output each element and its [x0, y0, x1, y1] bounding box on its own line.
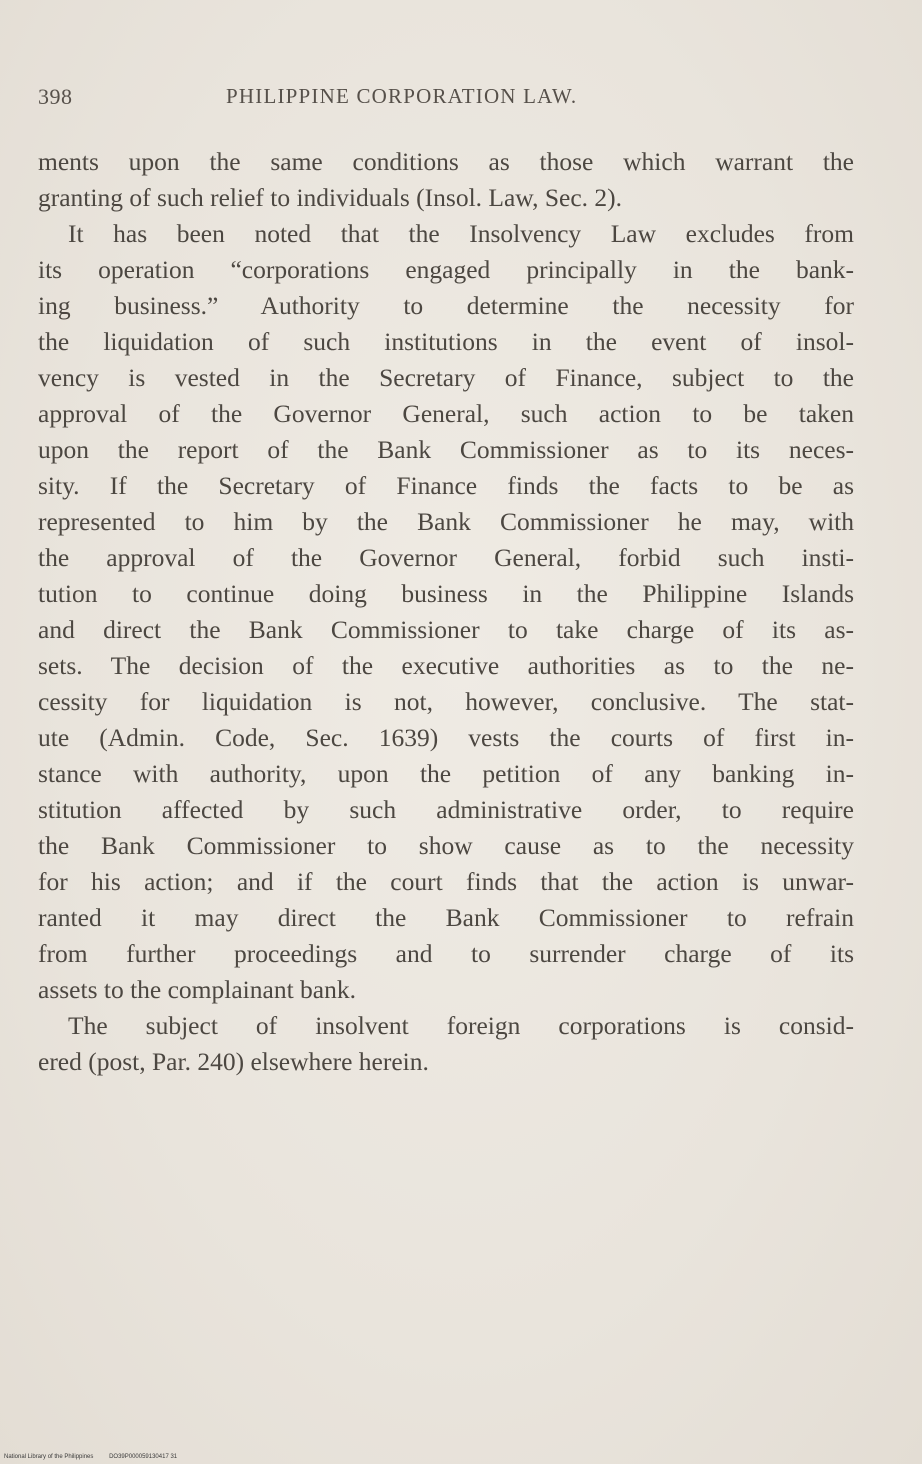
- paragraph-banking-liquidation: [38, 216, 854, 1008]
- text-line: assets to the complainant bank.: [38, 975, 356, 1004]
- text-line: upon the report of the Bank Commissioner as to its neces-: [38, 435, 854, 464]
- text-line: from further proceedings and to surrender charge of its: [38, 939, 854, 968]
- text-line: ranted it may direct the Bank Commissioner to refrain: [38, 903, 854, 932]
- text-line: approval of the Governor General, such action to be taken: [38, 399, 854, 428]
- text-line: ments upon the same conditions as those which warrant the: [38, 147, 854, 176]
- scan-footer-stamp: [4, 1454, 177, 1460]
- text-line: the Bank Commissioner to show cause as to the necessity: [38, 831, 854, 860]
- text-line: ered (post, Par. 240) elsewhere herein.: [38, 1047, 429, 1076]
- paragraph-foreign-corporations: [38, 1008, 854, 1080]
- paragraph-continuation: [38, 144, 854, 216]
- page-header: [38, 84, 854, 118]
- text-line: the liquidation of such institutions in the event of insol-: [38, 327, 854, 356]
- text-line: granting of such relief to individuals (Insol. Law, Sec. 2).: [38, 183, 622, 212]
- text-line: represented to him by the Bank Commissioner he may, with: [38, 507, 854, 536]
- page-number: 398: [38, 84, 73, 109]
- text-line: sets. The decision of the executive authorities as to the ne-: [38, 651, 854, 680]
- text-line: ute (Admin. Code, Sec. 1639) vests the courts of first in-: [38, 723, 854, 752]
- text-line: sity. If the Secretary of Finance finds the facts to be as: [38, 471, 854, 500]
- text-line: vency is vested in the Secretary of Finance, subject to the: [38, 363, 854, 392]
- body-text: [38, 144, 854, 1080]
- running-title: PHILIPPINE CORPORATION LAW.: [226, 84, 578, 108]
- text-line: stance with authority, upon the petition of any banking in-: [38, 759, 854, 788]
- text-line: ing business.” Authority to determine the necessity for: [38, 291, 854, 320]
- text-line: the approval of the Governor General, forbid such insti-: [38, 543, 854, 572]
- library-name: National Library of the Philippines: [4, 1454, 94, 1460]
- text-line: its operation “corporations engaged principally in the bank-: [38, 255, 854, 284]
- text-line: The subject of insolvent foreign corporations is consid-: [68, 1011, 854, 1040]
- text-line: stitution affected by such administrative order, to require: [38, 795, 854, 824]
- text-line: It has been noted that the Insolvency Law excludes from: [68, 219, 854, 248]
- scan-identifier: DO39P000059130417 31: [109, 1454, 178, 1460]
- text-line: and direct the Bank Commissioner to take charge of its as-: [38, 615, 854, 644]
- text-line: tution to continue doing business in the Philippine Islands: [38, 579, 854, 608]
- text-line: cessity for liquidation is not, however, conclusive. The stat-: [38, 687, 854, 716]
- text-line: for his action; and if the court finds that the action is unwar-: [38, 867, 854, 896]
